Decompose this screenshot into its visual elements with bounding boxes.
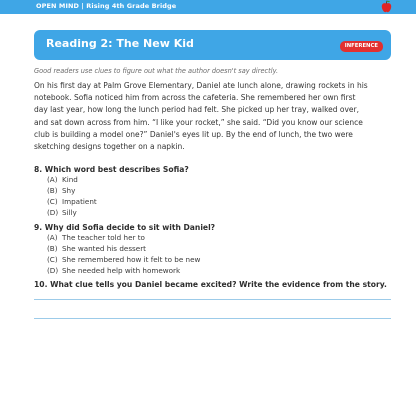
option-text: She wanted his dessert [62,243,147,253]
question-stem: 10. What clue tells you Daniel became excited? Write the evidence from the story. [34,280,387,289]
answer-option[interactable] [34,244,394,255]
answer-line[interactable] [34,318,391,319]
reading-title-banner [34,30,391,60]
option-letter: (A) [47,175,58,184]
option-text: The teacher told her to [62,233,145,242]
answer-option[interactable] [34,197,394,208]
option-letter: (A) [47,233,58,242]
passage-line: sketching designs together on a napkin. [34,142,185,152]
option-text: She remembered how it felt to be new [62,254,201,264]
inference-badge: INFERENCE [340,41,383,52]
passage-line: and sat down across from him. “I like your rocket,” she said. “Did you know our science [34,117,363,127]
answer-option[interactable] [34,208,394,219]
option-letter: (D) [47,207,59,217]
option-letter: (B) [47,243,58,253]
option-text: She needed help with homework [62,265,181,275]
header-brand-text: OPEN MIND | Rising 4th Grade Bridge [36,2,177,10]
answer-option[interactable] [34,186,394,197]
reading-passage [34,80,394,153]
answer-option[interactable] [34,175,394,186]
passage-line: club is building a model one?” Daniel's eyes lit up. By the end of lunch, the two were [34,129,353,139]
question-9 [34,222,394,277]
option-text: Impatient [62,196,97,206]
instruction-text: Good readers use clues to figure out what the author doesn't say directly. [34,67,279,75]
answer-option[interactable] [34,266,394,277]
answer-line[interactable] [34,299,391,300]
top-header-bar [0,0,416,14]
option-text: Shy [62,185,76,195]
question-10 [34,279,394,290]
option-letter: (B) [47,185,58,195]
option-letter: (D) [47,265,59,275]
passage-line: day last year, how long the lunch period had felt. She picked up her tray, walked over, [34,105,360,115]
question-8 [34,164,394,219]
option-text: Kind [62,175,78,184]
question-stem: 8. Which word best describes Sofia? [34,165,189,174]
passage-line: On his first day at Palm Grove Elementary, Daniel ate lunch alone, drawing rockets in his [34,81,368,90]
option-text: Silly [62,207,77,217]
answer-option[interactable] [34,255,394,266]
option-letter: (C) [47,196,58,206]
answer-option[interactable] [34,233,394,244]
passage-line: notebook. Sofia noticed him from across the cafeteria. She remembered her own first [34,93,356,103]
option-letter: (C) [47,254,58,264]
apple-icon [381,0,392,13]
question-stem: 9. Why did Sofia decide to sit with Daniel? [34,223,216,232]
reading-title: Reading 2: The New Kid [46,37,194,50]
